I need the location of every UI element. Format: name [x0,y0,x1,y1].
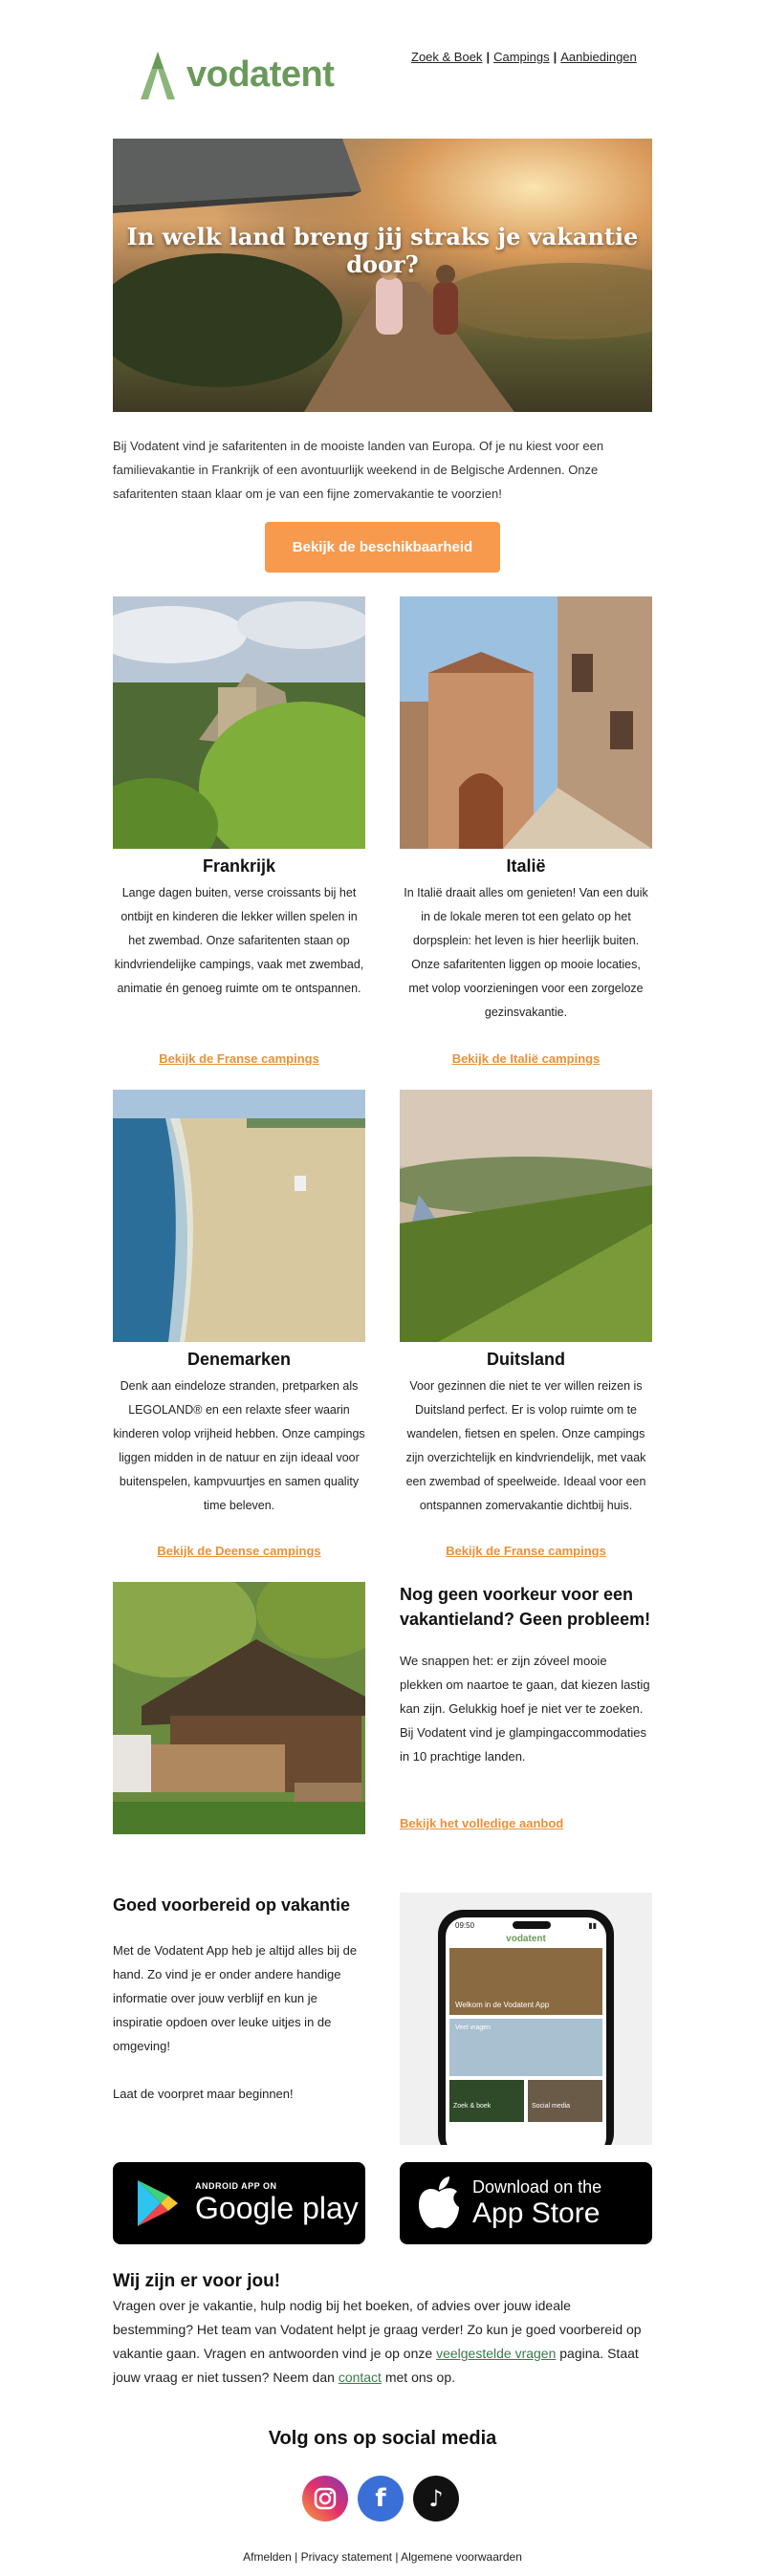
link-italie-campings[interactable]: Bekijk de Italië campings [451,1051,601,1066]
google-play-icon [128,2175,186,2232]
country-text-frankrijk: Lange dagen buiten, verse croissants bij het ontbijt en kinderen die lekker willen spelen in het zwembad. Onze safaritenten staan op kindvriendelijke campings, vaak met zwembad, animatie én genoeg ruimte om te ontspannen. [114,886,364,995]
country-text-duitsland: Voor gezinnen die niet te ver willen reizen is Duitsland perfect. Er is volop ruimte om te wandelen, fietsen en spelen. Onze campings zijn overzichtelijk en kindvriendelijk, met vaak een zwembad of speelweide. Ideaal voor een ontspannen zomervakantie dichtbij huis. [405,1379,646,1512]
country-text-denemarken: Denk aan eindeloze stranden, pretparken als LEGOLAND® en een relaxte sfeer waarin kinderen volop vrijheid hebben. Onze campings liggen midden in de natuur en zijn ideaal voor buitenspelen, kampvuurtjes en samen quality time beleven. [113,1379,365,1512]
footer-links [0,2550,765,2564]
phone-tile-zoek: Zoek & boek [449,2080,524,2122]
photo-frankrijk[interactable] [113,596,365,849]
country-title-duitsland: Duitsland [486,1350,565,1369]
app-text-2: Laat de voorpret maar beginnen! [113,2087,294,2101]
faq-link[interactable]: veelgestelde vragen [436,2346,557,2361]
photo-duitsland[interactable] [400,1090,652,1342]
app-store-button[interactable] [400,2162,652,2244]
tiktok-icon[interactable]: ♪ [413,2476,459,2522]
social-icons [302,2476,459,2522]
support-text-a: Vragen over je vakantie, hulp nodig bij het boeken, of advies over jouw ideale bestemming? Het team van Vodatent helpt je graag verder! Zo kun je goed voorbereid op vakantie gaan. Vragen en antwoorden vind je op onze [113,2298,642,2361]
support-text-c: met ons op. [381,2370,455,2385]
phone-time: 09:50 [455,1921,475,1930]
country-title-italie: Italië [506,856,546,876]
country-title-frankrijk: Frankrijk [202,856,276,876]
app-store-small: Download on the [472,2176,602,2197]
phone-welcome: Welkom in de Vodatent App [455,2001,550,2009]
top-navigation [411,50,637,64]
app-store-big: App Store [472,2197,601,2229]
google-play-small: ANDROID APP ON [195,2181,277,2191]
photo-italie[interactable] [400,596,652,849]
contact-link[interactable]: contact [338,2370,382,2385]
social-title: Volg ons op social media [268,2428,497,2449]
footer-afmelden[interactable]: Afmelden [243,2550,292,2564]
nopref-text: We snappen het: er zijn zóveel mooie plekken om naartoe te gaan, dat kiezen lastig kan zijn. Gelukkig hoef je niet ver te zoeken. Bij Vodatent vind je glampingaccommodaties in 10 prachtige landen. [400,1654,650,1764]
hero-title: In welk land breng jij straks je vakantie door? [126,223,639,278]
link-franse-campings[interactable]: Bekijk de Franse campings [159,1051,319,1066]
phone-tile-vragen: Veel vragen [455,2024,491,2031]
support-text-b: pagina. Staat jouw vraag er niet tussen? Neem dan [113,2346,639,2385]
country-text-italie: In Italië draait alles om genieten! Van een duik in de lokale meren tot een gelato op het dorpsplein: het leven is hier heerlijk buiten. Onze safaritenten liggen op mooie locaties, met volop voorzieningen voor een zorgeloze gezinsvakantie. [404,886,648,1019]
google-play-big: Google play [195,2191,359,2225]
phone-tile-social: Social media [528,2080,602,2122]
country-title-denemarken: Denemarken [186,1350,292,1369]
hero-banner[interactable] [113,139,652,412]
apple-icon [415,2175,463,2232]
app-text: Met de Vodatent App heb je altijd alles bij de hand. Zo vind je er onder andere handige informatie over jouw verblijf en kun je inspiratie opdoen over leuke uitjes in de omgeving! [113,1943,358,2053]
support-text [113,2294,652,2390]
google-play-button[interactable] [113,2162,365,2244]
brand-name: vodatent [186,54,335,95]
availability-button[interactable]: Bekijk de beschikbaarheid [265,522,500,573]
nopref-title: Nog geen voorkeur voor een vakantieland? Geen probleem! [400,1585,651,1629]
link-duitse-campings[interactable]: Bekijk de Franse campings [446,1544,606,1558]
footer-separator: | [295,2550,298,2564]
brand-logo[interactable] [139,46,359,103]
footer-privacy[interactable]: Privacy statement [300,2550,392,2564]
nav-separator: | [486,50,491,64]
instagram-icon[interactable] [302,2476,348,2522]
link-volledige-aanbod[interactable]: Bekijk het volledige aanbod [400,1816,564,1830]
footer-voorwaarden[interactable]: Algemene voorwaarden [401,2550,522,2564]
link-deense-campings[interactable]: Bekijk de Deense campings [157,1544,321,1558]
photo-denemarken[interactable] [113,1090,365,1342]
photo-safaritent[interactable] [113,1582,365,1834]
intro-text: Bij Vodatent vind je safaritenten in de mooiste landen van Europa. Of je nu kiest voor een familievakantie in Frankrijk of een avontuurlijk weekend in de Belgische Ardennen. Onze safaritenten staan klaar om je van een fijne zomervakantie te voorzien! [113,439,604,501]
support-title: Wij zijn er voor jou! [113,2271,281,2291]
phone-brand: vodatent [506,1934,546,1944]
facebook-icon[interactable]: f [358,2476,404,2522]
app-title: Goed voorbereid op vakantie [113,1895,351,1915]
footer-separator: | [395,2550,399,2564]
nav-separator: | [553,50,557,64]
app-phone-mockup: 09:50 ▮▮ vodatent Welkom in de Vodatent App Veel vragen Zoek & boek Social media [400,1893,652,2145]
nav-campings[interactable]: Campings [493,50,550,64]
nav-zoek-boek[interactable]: Zoek & Boek [411,50,483,64]
tent-logo-icon [139,48,177,101]
nav-aanbiedingen[interactable]: Aanbiedingen [560,50,637,64]
